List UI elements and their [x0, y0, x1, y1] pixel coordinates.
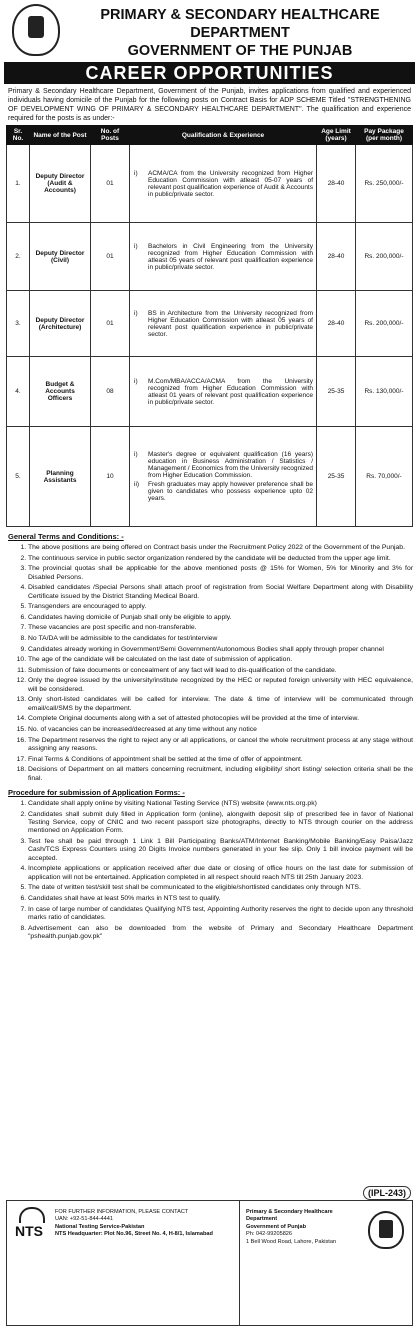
row-post: Deputy Director (Civil): [30, 223, 91, 291]
list-item: 2. Candidates shall submit duly filled in Application form (online), alongwith deposit slip of prescribed fee in favor of National Testing Service, copy of CNIC and two recent passport size photographs, directly to NTS through courier on the address mentioned on Application Form.: [28, 811, 413, 836]
col-sr: Sr. No.: [7, 126, 30, 145]
row-pay: Rs. 250,000/-: [356, 145, 413, 223]
qual-index: ii): [134, 481, 140, 488]
table-row: [7, 223, 413, 291]
table-row: [7, 357, 413, 427]
contact-line: UAN: +92-51-844-4441: [55, 1216, 113, 1223]
row-post: Budget & Accounts Officers: [30, 357, 91, 427]
contact-line: NTS Headquarter: Plot No.96, Street No. 4, H-8/1, Islamabad: [55, 1231, 213, 1238]
qual-index: i): [134, 377, 138, 385]
list-item: 6. Candidates having domicile of Punjab shall only be eligible to apply.: [28, 614, 413, 622]
qual-index: i): [134, 242, 138, 250]
list-item: 3. Test fee shall be paid through 1 Link 1 Bill Participating Banks/ATM/Internet Banking/Mobile Banking/Easy Paisa/Jazz Cash/TCS Express Counters using 20 Digits Invoice numbers generated in your fee slip. Only 1 bill invoice payment will be accepted.: [28, 838, 413, 863]
list-item: 4. Incomplete applications or application received after due date or closing of office hours on the last date for submission of application will not be entertained. Application completed in all respect should reach NTS till 25th January 2023.: [28, 865, 413, 882]
row-age: 28-40: [317, 223, 356, 291]
list-item: 1. Candidate shall apply online by visiting National Testing Service (NTS) website (www.nts.org.pk): [28, 800, 413, 808]
table-row: [7, 145, 413, 223]
row-count: 01: [91, 223, 130, 291]
row-count: 01: [91, 145, 130, 223]
row-post: Deputy Director (Architecture): [30, 291, 91, 357]
row-age: 28-40: [317, 291, 356, 357]
row-age: 25-35: [317, 357, 356, 427]
list-item: 3. The provincial quotas shall be applicable for the above mentioned posts @ 15% for Women, 5% for Minority and 3% for Disabled Persons.: [28, 565, 413, 582]
contact-line: National Testing Service-Pakistan: [55, 1223, 145, 1230]
punjab-seal-icon: [368, 1211, 404, 1249]
nts-logo-icon: NTS: [15, 1223, 43, 1239]
row-age: 25-35: [317, 427, 356, 527]
row-sr: 3.: [7, 291, 30, 357]
list-item: 17. Final Terms & Conditions of appointment shall be settled at the time of offer of appointment.: [28, 756, 413, 764]
row-qualification: [130, 145, 317, 223]
row-count: 10: [91, 427, 130, 527]
footer: [6, 1200, 413, 1326]
header: [6, 0, 413, 62]
ipl-badge: (IPL-243): [363, 1186, 411, 1200]
nts-contact: [55, 1209, 213, 1239]
row-pay: Rs. 200,000/-: [356, 291, 413, 357]
table-header-row: [7, 126, 413, 145]
list-item: 5. Transgenders are encouraged to apply.: [28, 603, 413, 611]
list-item: 9. Candidates already working in Government/Semi Government/Autonomous Bodies shall apply through proper channel: [28, 646, 413, 654]
qual-text: BS in Architecture from the University recognized from Higher Education Commission with atleast 05 years of relevant post qualification experience in public/private sector.: [148, 309, 313, 338]
list-item: 6. Candidates shall have at least 50% marks in NTS test to qualify.: [28, 895, 413, 903]
list-item: 12. Only the degree issued by the university/institute recognized by the HEC or reputed foreign university with HEC equivalence, will be considered.: [28, 677, 413, 694]
row-post: Planning Assistants: [30, 427, 91, 527]
posts-table: [6, 125, 413, 527]
list-item: 14. Complete Original documents along with a set of attested photocopies will be provided at the time of interview.: [28, 715, 413, 723]
list-item: 7. These vacancies are post specific and non-transferable.: [28, 624, 413, 632]
row-pay: Rs. 130,000/-: [356, 357, 413, 427]
row-pay: Rs. 70,000/-: [356, 427, 413, 527]
list-item: 11. Submission of fake documents or concealment of any fact will lead to dis-qualification of the candidate.: [28, 667, 413, 675]
nts-contact-block: [7, 1201, 240, 1325]
list-item: 10. The age of the candidate will be calculated on the last date of submission of application.: [28, 656, 413, 664]
terms-list: [6, 544, 413, 783]
career-banner: CAREER OPPORTUNITIES: [4, 62, 415, 84]
list-item: 4. Disabled candidates /Special Persons shall attach proof of registration from Social Welfare Department along with Disability Certificate issued by the District Standing Medical Board.: [28, 584, 413, 601]
row-count: 08: [91, 357, 130, 427]
list-item: 13. Only short-listed candidates will be called for interview. The date & time of interview will be communicated through email/call/SMS by the department.: [28, 696, 413, 713]
dept-line: Primary & Secondary Healthcare Department: [246, 1209, 333, 1223]
list-item: 5. The date of written test/skill test shall be communicated to the eligible/shortlisted candidates only through NTS.: [28, 884, 413, 892]
row-qualification: [130, 357, 317, 427]
list-item: 8. No TA/DA will be admissible to the candidates for test/interview: [28, 635, 413, 643]
table-row: [7, 291, 413, 357]
col-age: Age Limit (years): [317, 126, 356, 145]
dept-line: Government of Punjab: [246, 1223, 306, 1230]
qual-text: M.Com/MBA/ACCA/ACMA from the University recognized from Higher Education Commission with atleast 01 years of relevant post qualification experience in public/private sector.: [148, 377, 313, 406]
col-qualification: Qualification & Experience: [130, 126, 317, 145]
department-contact: [246, 1209, 356, 1246]
punjab-government-logo-icon: [12, 4, 60, 56]
qual-index: i): [134, 309, 138, 317]
department-title: [70, 6, 410, 60]
row-sr: 5.: [7, 427, 30, 527]
list-item: 2. The continuous service in public sector organization rendered by the candidate will be deducted from the upper age limit.: [28, 555, 413, 563]
row-sr: 2.: [7, 223, 30, 291]
row-sr: 4.: [7, 357, 30, 427]
list-item: 16. The Department reserves the right to reject any or all applications, or cancel the whole recruitment process at any stage without assigning any reasons.: [28, 737, 413, 754]
list-item: 1. The above positions are being offered on Contract basis under the Recruitment Policy 2022 of the Government of the Punjab.: [28, 544, 413, 552]
list-item: 7. In case of large number of candidates Qualifying NTS test, Appointing Authority reserves the right to decide upon any threshold marks ratio of candidates.: [28, 906, 413, 923]
contact-line: FOR FURTHER INFORMATION, PLEASE CONTACT: [55, 1209, 189, 1215]
list-item: 15. No. of vacancies can be increased/decreased at any time without any notice: [28, 726, 413, 734]
dept-line: 1 Bell Wood Road, Lahore, Pakistan: [246, 1238, 337, 1245]
list-item: 8. Advertisement can also be downloaded from the website of Primary and Secondary Healthcare Department "pshealth.punjab.gov.pk": [28, 925, 413, 942]
col-count: No. of Posts: [91, 126, 130, 145]
table-row: [7, 427, 413, 527]
row-count: 01: [91, 291, 130, 357]
qual-text: Fresh graduates may apply however preference shall be given to candidates who possess experience upto 02 years.: [148, 481, 313, 502]
row-qualification: [130, 291, 317, 357]
col-pay: Pay Package (per month): [356, 126, 413, 145]
qual-item-1: [134, 451, 313, 479]
title-line-2: GOVERNMENT OF THE PUNJAB: [127, 43, 353, 59]
qual-item-2: [134, 481, 313, 502]
title-line-1: PRIMARY & SECONDARY HEALTHCARE DEPARTMENT: [100, 7, 380, 41]
row-pay: Rs. 200,000/-: [356, 223, 413, 291]
intro-paragraph: Primary & Secondary Healthcare Department, Government of the Punjab, invites applications from qualified and experienced individuals having domicile of the Punjab for the following posts on Contract Basis for ADP SCHEME Titled "STRENGTHENING OF DEVELOPMENT WING OF PRIMARY & SECONDARY HEALTHCARE DEPARTMENT". The qualification and experience required for the posts is as under:-: [8, 88, 411, 122]
procedure-list: [6, 800, 413, 941]
procedure-title: Procedure for submission of Application Forms: -: [8, 787, 185, 797]
list-item: 18. Decisions of Department on all matters concerning recruitment, including eligibility/ short listing/ selection criteria shall be the final.: [28, 766, 413, 783]
row-qualification: [130, 427, 317, 527]
row-age: 28-40: [317, 145, 356, 223]
col-post: Name of the Post: [30, 126, 91, 145]
qual-text: Master's degree or equivalent qualification (16 years) education in Business Administration / Statistics / Management / Economics from the University recognized from Higher Education Commission.: [148, 451, 313, 479]
row-post: Deputy Director (Audit & Accounts): [30, 145, 91, 223]
qual-text: ACMA/CA from the University recognized from Higher Education Commission with atleast 05-07 years of relevant post qualification experience of Audit & Accounts in public/private sector.: [148, 169, 313, 198]
qual-index: i): [134, 169, 138, 177]
terms-title: General Terms and Conditions: -: [8, 532, 124, 541]
department-contact-block: [240, 1201, 412, 1325]
qual-index: i): [134, 451, 138, 458]
qual-text: Bachelors in Civil Engineering from the University recognized from Higher Education Commission with atleast 05 years of relevant post qualification experience in public/private sector.: [148, 242, 313, 271]
row-sr: 1.: [7, 145, 30, 223]
row-qualification: [130, 223, 317, 291]
dept-line: Ph: 042-99205826: [246, 1231, 293, 1238]
